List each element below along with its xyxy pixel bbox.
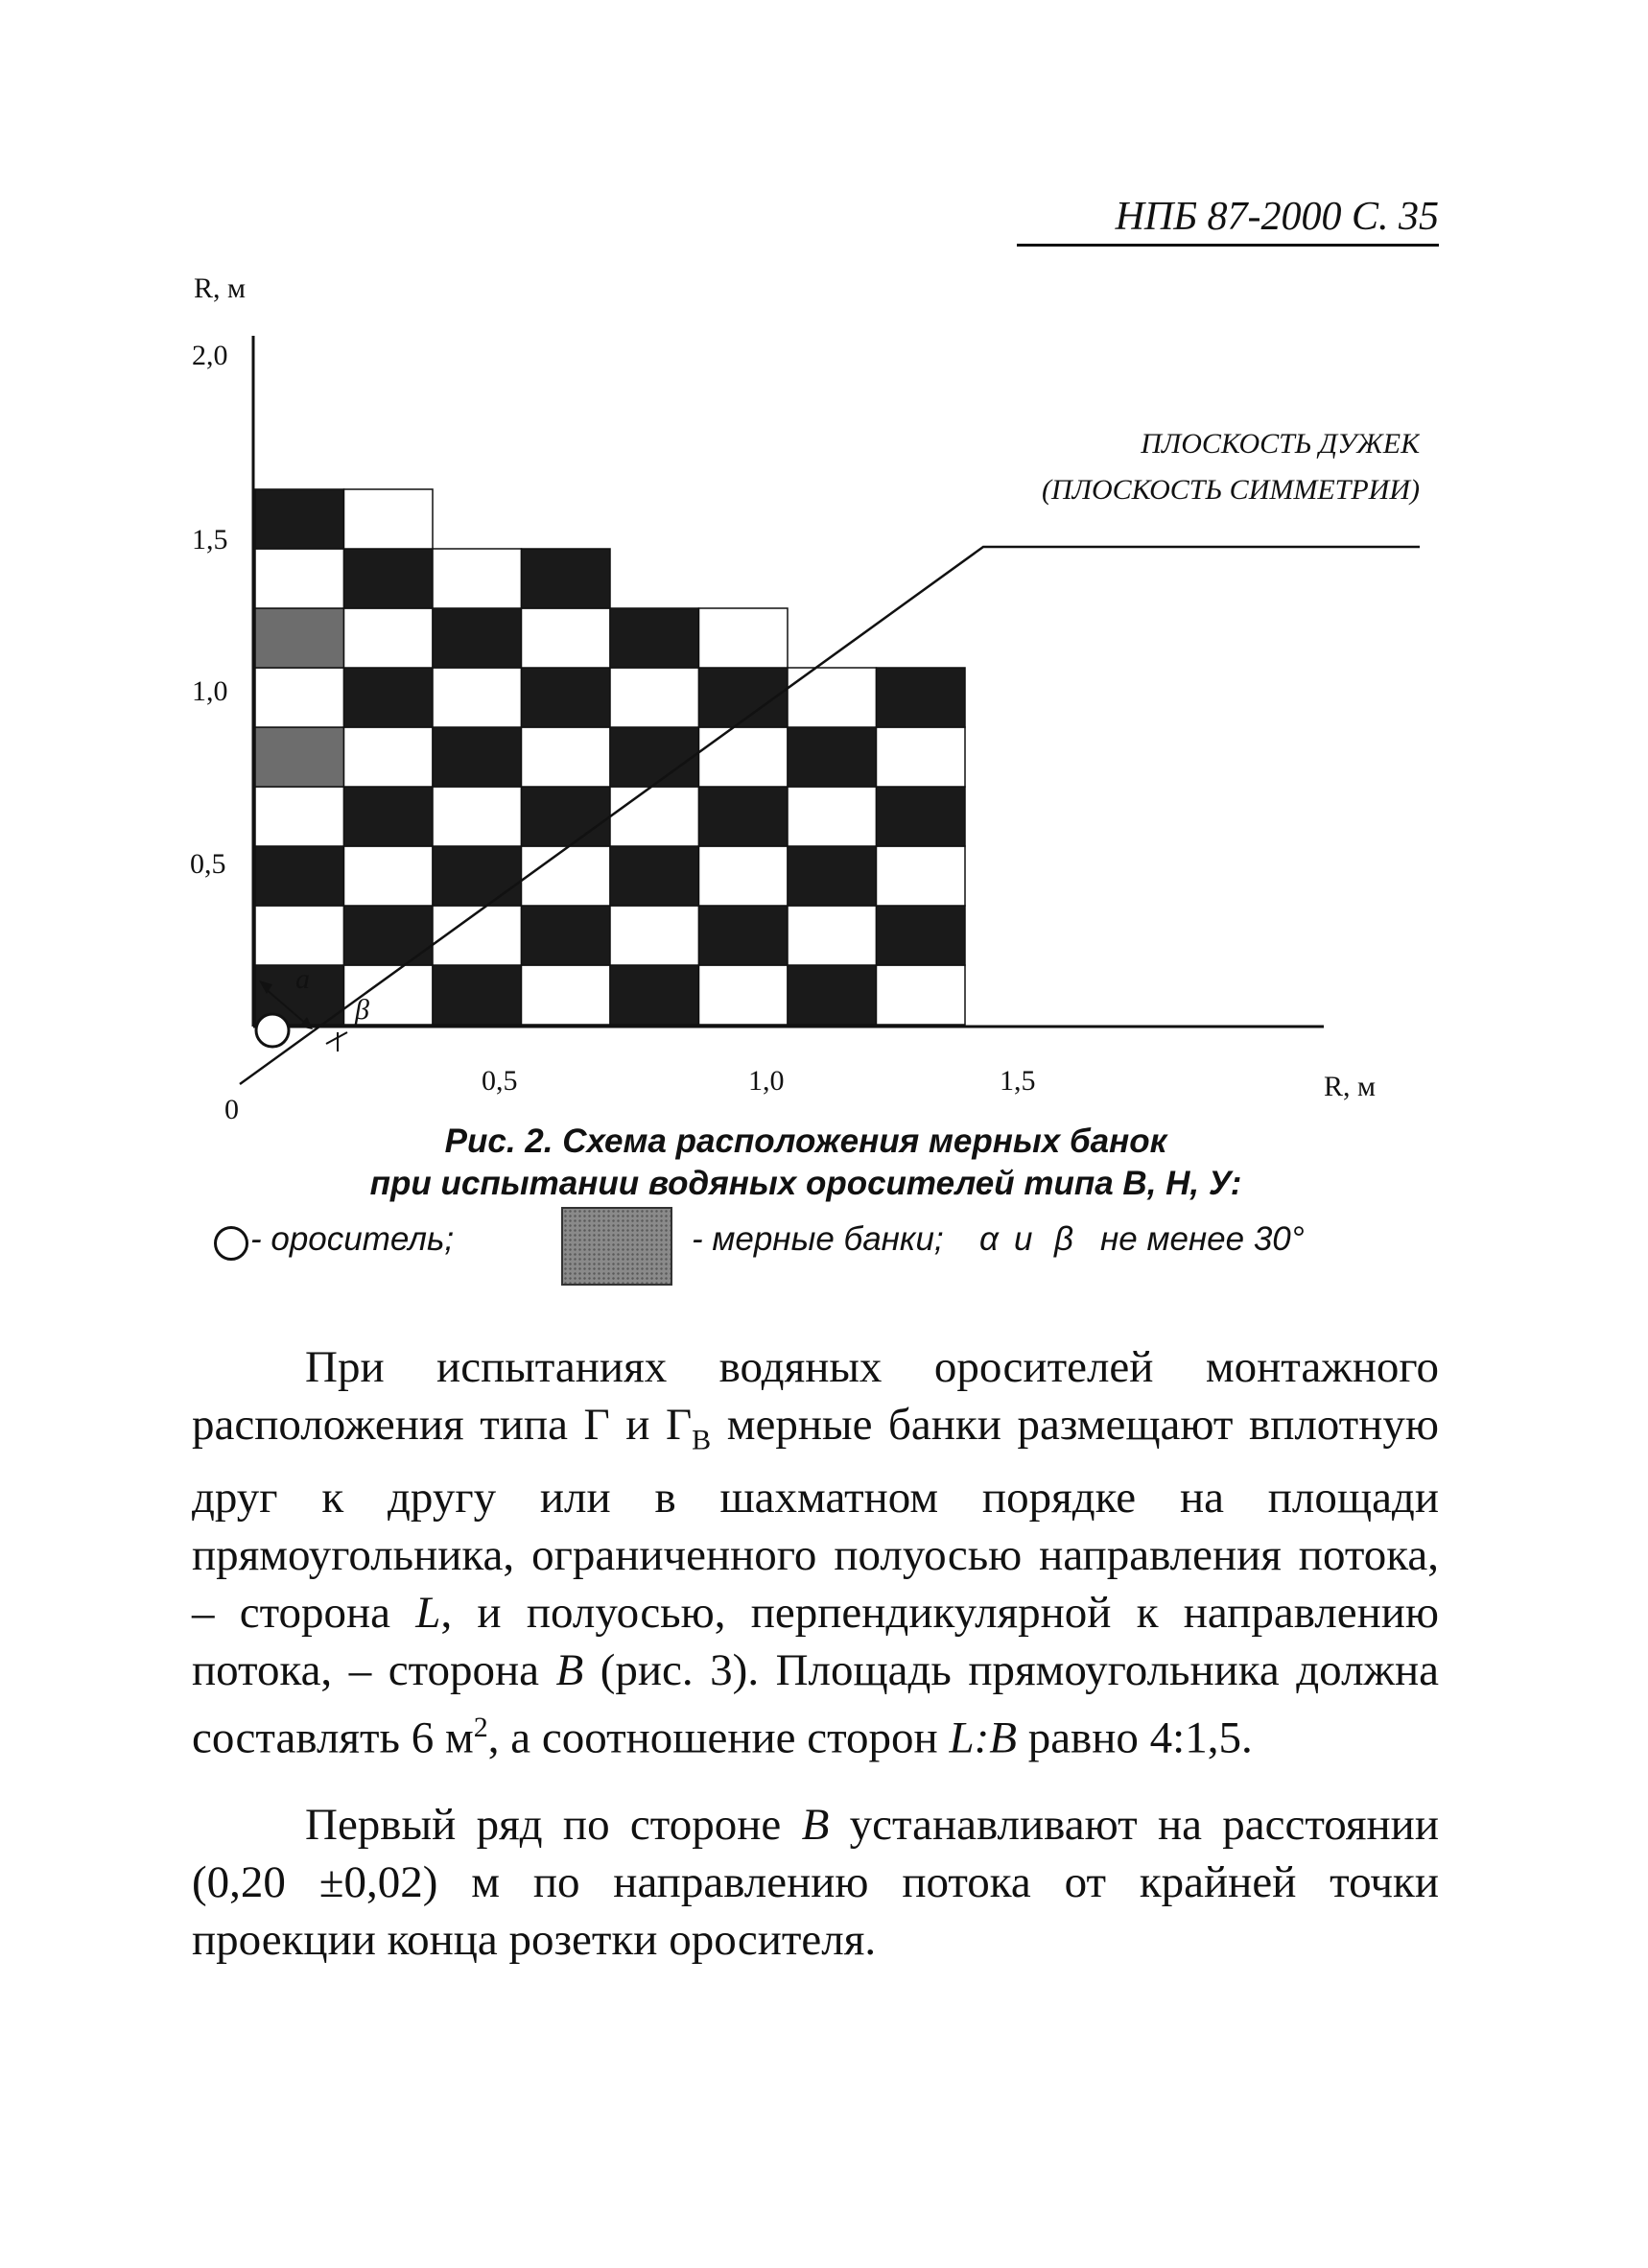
empty-cell (699, 727, 789, 787)
measuring-can (788, 727, 877, 787)
measuring-can (255, 727, 344, 787)
measuring-can (788, 965, 877, 1025)
measuring-can (610, 608, 699, 668)
empty-cell (699, 846, 789, 906)
measuring-can (699, 787, 789, 846)
angle-beta-label: β (355, 994, 369, 1026)
measuring-can (610, 846, 699, 906)
empty-cell (877, 727, 966, 787)
measuring-can (522, 549, 611, 608)
empty-cell (522, 965, 611, 1025)
measuring-can (255, 608, 344, 668)
y-axis-label: R, м (194, 272, 246, 304)
empty-cell (433, 549, 522, 608)
y-tick-2-0: 2,0 (192, 340, 228, 371)
y-tick-1-5: 1,5 (192, 524, 228, 555)
empty-cell (344, 846, 434, 906)
empty-cell (255, 668, 344, 727)
body-text (192, 1338, 1439, 1997)
empty-cell (610, 906, 699, 965)
legend-cans: - мерные банки; (692, 1220, 944, 1258)
empty-cell (255, 787, 344, 846)
empty-cell (610, 787, 699, 846)
paragraph-2: Первый ряд по стороне B устанавливают на расстоянии (0,20 ±0,02) м по направлению потока от крайней точки проекции конца розетки оросителя. (192, 1800, 1439, 1966)
empty-cell (699, 965, 789, 1025)
measuring-can (433, 846, 522, 906)
measuring-can (522, 787, 611, 846)
legend-angle: не менее 30° (1100, 1220, 1305, 1258)
empty-cell (877, 846, 966, 906)
x-axis-label: R, м (1324, 1071, 1376, 1102)
page-header: НПБ 87-2000 С. 35 (1017, 192, 1439, 247)
empty-cell (344, 727, 434, 787)
x-tick-1-5: 1,5 (1000, 1065, 1036, 1097)
measuring-can-swatch (561, 1207, 672, 1286)
measuring-can (344, 668, 434, 727)
x-tick-1-0: 1,0 (748, 1065, 785, 1097)
measuring-can (610, 727, 699, 787)
figure-legend (187, 1207, 1434, 1293)
paragraph-1: При испытаниях водяных оросителей монтажного расположения типа Г и $Г_В$ мерные банки размещают вплотную друг к другу или в шахматном порядке на площади прямоугольника, ограниченного полуосью направления потока, – сторона L, и полуосью, перпендикулярной к направлению потока, – сторона B (рис. 3). Площадь прямоугольника должна составлять 6 $м^2$, а соотношение сторон L:B равно 4:1,5. (192, 1342, 1440, 1764)
x-tick-0-5: 0,5 (482, 1065, 518, 1097)
y-tick-1-0: 1,0 (192, 675, 228, 707)
figure-caption (192, 1121, 1420, 1205)
empty-cell (699, 608, 789, 668)
measuring-can (433, 727, 522, 787)
measuring-can (433, 608, 522, 668)
angle-alpha-label: a (295, 963, 310, 995)
measuring-can (877, 906, 966, 965)
legend-beta: β (1054, 1220, 1073, 1258)
plane-label-line2: (ПЛОСКОСТЬ СИММЕТРИИ) (1041, 474, 1420, 506)
figure-can-layout (173, 259, 1420, 1142)
legend-sprinkler: - ороситель; (250, 1220, 455, 1258)
origin-label: 0 (224, 1094, 239, 1125)
legend-and: и (1014, 1220, 1033, 1258)
y-tick-0-5: 0,5 (190, 848, 226, 880)
empty-cell (255, 906, 344, 965)
sprinkler-symbol (256, 1014, 289, 1047)
empty-cell (788, 787, 877, 846)
empty-cell (610, 668, 699, 727)
measuring-can (344, 787, 434, 846)
empty-cell (788, 906, 877, 965)
empty-cell (877, 965, 966, 1025)
legend-alpha: α (979, 1220, 999, 1258)
measuring-cans-grid (255, 489, 965, 1025)
empty-cell (522, 727, 611, 787)
measuring-can (522, 668, 611, 727)
measuring-can (433, 965, 522, 1025)
empty-cell (344, 608, 434, 668)
measuring-can (610, 965, 699, 1025)
measuring-can (699, 906, 789, 965)
empty-cell (433, 787, 522, 846)
measuring-can (877, 668, 966, 727)
caption-line1: Рис. 2. Схема расположения мерных банок (444, 1122, 1167, 1160)
measuring-can (344, 549, 434, 608)
empty-cell (522, 608, 611, 668)
empty-cell (522, 846, 611, 906)
measuring-can (255, 489, 344, 549)
caption-line2: при испытании водяных оросителей типа В, Н, У: (369, 1165, 1242, 1202)
measuring-can (255, 846, 344, 906)
empty-cell (255, 549, 344, 608)
plane-label-line1: ПЛОСКОСТЬ ДУЖЕК (1141, 428, 1420, 460)
measuring-can (877, 787, 966, 846)
measuring-can (788, 846, 877, 906)
empty-cell (344, 489, 434, 549)
sprinkler-circle-icon (214, 1226, 248, 1261)
measuring-can (344, 906, 434, 965)
empty-cell (433, 668, 522, 727)
measuring-can (522, 906, 611, 965)
empty-cell (788, 668, 877, 727)
can-layout-diagram (173, 259, 1420, 1142)
